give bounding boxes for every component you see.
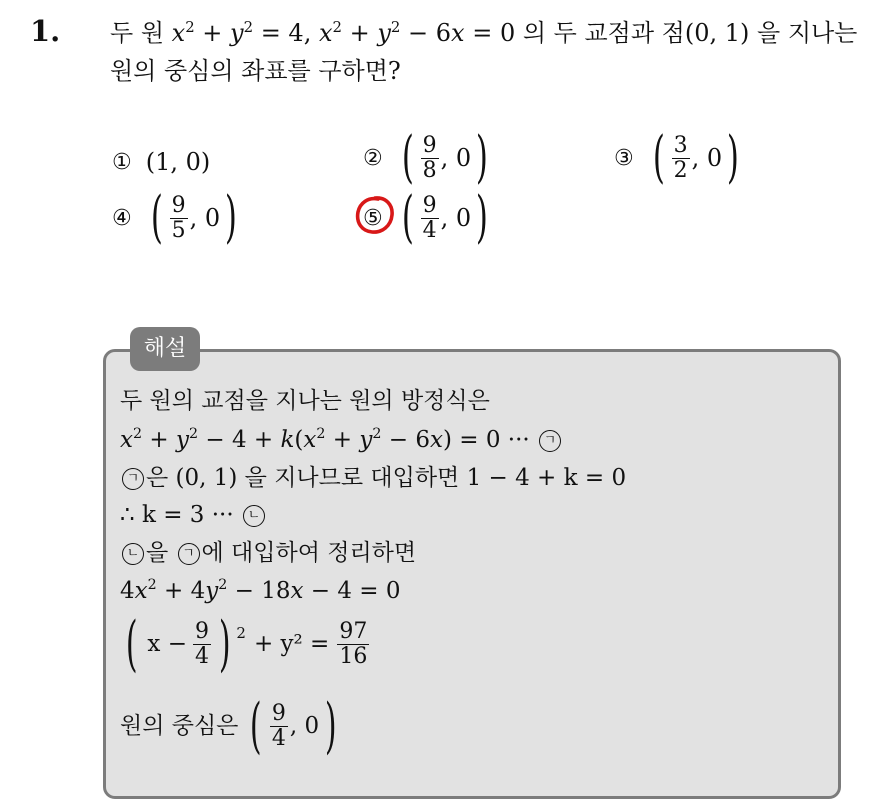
solution-line-7: ( x − $\frac{9}{4}$ ) 2 + y² = $\frac{97}{16}$ [125, 609, 368, 679]
circled-giyeok-mark: ㄱ [539, 430, 561, 452]
circled-giyeok-mark: ㄱ [122, 468, 144, 490]
question-middle: 의 두 교점과 점(0, 1) 을 지나는 [522, 19, 858, 47]
question-text [110, 14, 857, 90]
choice-value: ( $\frac{9}{4}$ , 0 ) [401, 185, 489, 250]
choice-number: ⑤ [363, 205, 383, 231]
choice-4[interactable] [112, 185, 242, 250]
choice-number: ④ [112, 205, 132, 231]
solution-line-2: $x^2 + y^2 - 4 + k(x^2 + y^2 - 6x) = 0$ ··· ㄱ [120, 423, 563, 457]
choice-2[interactable] [363, 125, 493, 190]
solution-tag: 해설 [130, 327, 200, 371]
choice-1[interactable] [112, 142, 210, 182]
choice-number: ① [112, 149, 132, 175]
circled-giyeok-mark: ㄱ [178, 543, 200, 565]
choice-number: ③ [614, 145, 634, 171]
equation-2: $x^2 + y^2 - 6x = 0$ [318, 17, 516, 47]
solution-line-3: ㄱ 은 (0, 1) 을 지나므로 대입하면 1 − 4 + k = 0 [120, 461, 626, 495]
question-line-1 [110, 14, 857, 52]
circled-nieun-mark: ㄴ [243, 505, 265, 527]
choice-value: ( $\frac{9}{5}$ , 0 ) [150, 185, 238, 250]
choice-value: ( $\frac{3}{2}$ , 0 ) [652, 125, 740, 190]
question-prefix: 두 원 [110, 19, 164, 47]
equation-1: $x^2 + y^2 = 4$, [171, 17, 312, 47]
solution-line-4: ∴ k = 3 ··· ㄴ [120, 498, 267, 532]
solution-line-5: ㄴ 을 ㄱ 에 대입하여 정리하면 [120, 536, 416, 570]
choice-3[interactable] [614, 125, 744, 190]
choice-value: ( $\frac{9}{8}$ , 0 ) [401, 125, 489, 190]
question-number: 1. [30, 14, 61, 48]
solution-line-8: 원의 중심은 ( $\frac{9}{4}$ , 0 ) [120, 691, 337, 761]
choice-value: (1, 0) [145, 148, 211, 176]
solution-line-6: $4x^2 + 4y^2 - 18x - 4 = 0$ [120, 577, 401, 604]
choice-number: ② [363, 145, 383, 171]
solution-line-1: 두 원의 교점을 지나는 원의 방정식은 [120, 388, 490, 414]
question-line-2: 원의 중심의 좌표를 구하면? [110, 57, 401, 85]
answer-circle-mark [352, 192, 398, 238]
circled-nieun-mark: ㄴ [122, 543, 144, 565]
